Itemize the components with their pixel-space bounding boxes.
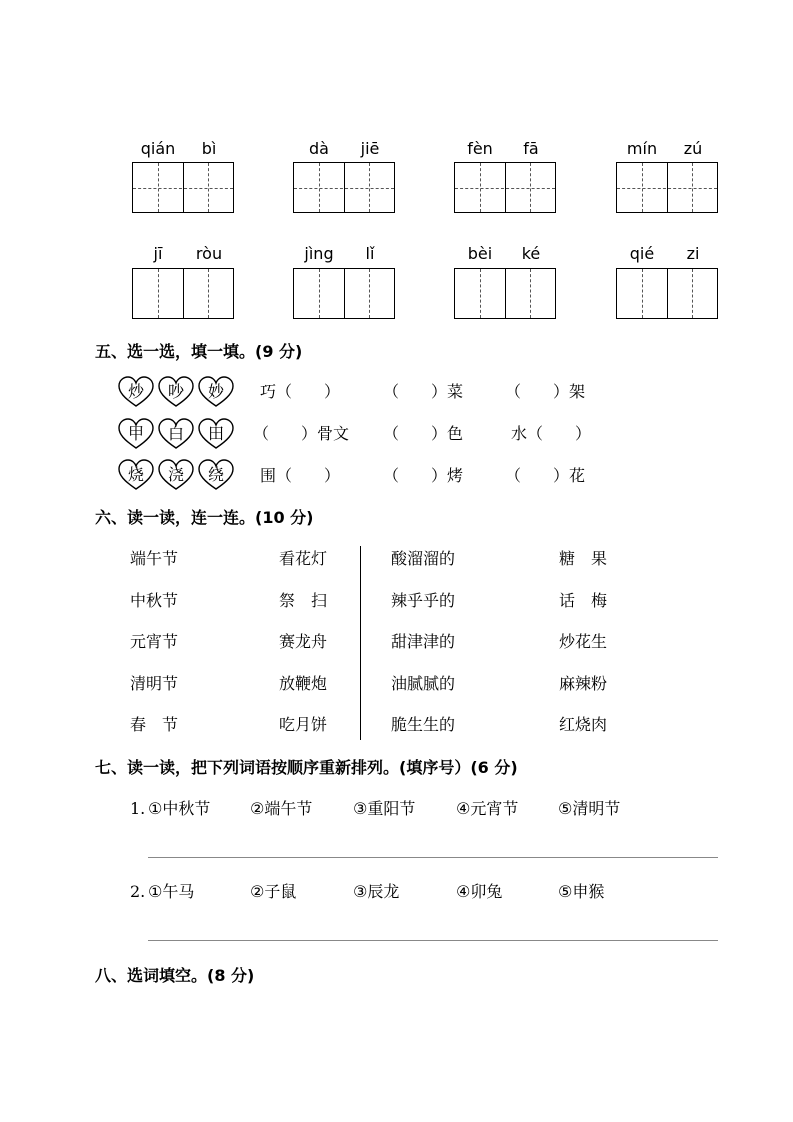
writing-grid-box[interactable] xyxy=(293,268,395,319)
food-item[interactable]: 红烧肉 xyxy=(559,715,608,734)
taste-item[interactable]: 油腻腻的 xyxy=(391,674,456,693)
choice-character: 炒 xyxy=(127,382,144,401)
pinyin: zi xyxy=(686,244,700,263)
heart-outline-icon xyxy=(158,418,194,450)
pinyin: ròu xyxy=(195,244,223,263)
answer-line[interactable] xyxy=(148,940,718,941)
heart-outline-icon xyxy=(158,459,194,491)
sequence-item: ②子鼠 xyxy=(250,882,297,901)
pinyin: bèi xyxy=(467,244,493,263)
writing-grid-box[interactable] xyxy=(132,268,234,319)
custom-item[interactable]: 赛龙舟 xyxy=(279,632,328,651)
pinyin: bì xyxy=(201,139,217,158)
fill-blank-item[interactable]: 围（ ） xyxy=(260,466,341,485)
pinyin: jìng xyxy=(304,244,334,263)
pinyin: dà xyxy=(309,139,329,158)
choice-character: 妙 xyxy=(207,382,224,401)
heart-outline-icon xyxy=(118,418,154,450)
question-number: 2. xyxy=(130,882,146,901)
pinyin: lǐ xyxy=(365,244,375,263)
column-divider xyxy=(360,546,361,740)
writing-grid-box[interactable] xyxy=(616,268,718,319)
sequence-item: ①中秋节 xyxy=(148,799,211,818)
pinyin: fèn xyxy=(467,139,493,158)
festival-item[interactable]: 清明节 xyxy=(130,674,179,693)
taste-item[interactable]: 甜津津的 xyxy=(391,632,456,651)
sequence-item: ①午马 xyxy=(148,882,195,901)
pinyin: fā xyxy=(523,139,539,158)
fill-blank-item[interactable]: 巧（ ） xyxy=(260,382,341,401)
choice-character: 白 xyxy=(167,424,184,443)
pinyin: qié xyxy=(629,244,655,263)
answer-line[interactable] xyxy=(148,857,718,858)
character-choice-group xyxy=(118,459,238,493)
fill-blank-item[interactable]: （ ）架 xyxy=(505,382,586,401)
choice-character: 吵 xyxy=(167,382,184,401)
heart-outline-icon xyxy=(158,376,194,408)
section-6-heading: 六、读一读，连一连。(10 分) xyxy=(95,508,314,527)
pinyin-row-2 xyxy=(0,243,793,265)
choice-character: 绕 xyxy=(207,465,224,484)
heart-outline-icon xyxy=(118,376,154,408)
writing-grid-box[interactable] xyxy=(616,162,718,213)
choice-character: 烧 xyxy=(127,465,144,484)
custom-item[interactable]: 放鞭炮 xyxy=(279,674,328,693)
pinyin: ké xyxy=(521,244,541,263)
fill-blank-item[interactable]: 水（ ） xyxy=(511,424,592,443)
food-item[interactable]: 炒花生 xyxy=(559,632,608,651)
choice-character: 浇 xyxy=(167,465,184,484)
sequence-item: ⑤清明节 xyxy=(558,799,621,818)
pinyin: jī xyxy=(153,244,163,263)
writing-grid-box[interactable] xyxy=(454,162,556,213)
character-choice-group xyxy=(118,418,238,452)
sequence-item: ④元宵节 xyxy=(456,799,519,818)
heart-outline-icon xyxy=(198,459,234,491)
custom-item[interactable]: 吃月饼 xyxy=(279,715,328,734)
sequence-item: ⑤申猴 xyxy=(558,882,605,901)
pinyin: zú xyxy=(683,139,703,158)
festival-item[interactable]: 端午节 xyxy=(130,549,179,568)
pinyin: qián xyxy=(140,139,176,158)
heart-outline-icon xyxy=(118,459,154,491)
food-item[interactable]: 麻辣粉 xyxy=(559,674,608,693)
fill-blank-item[interactable]: （ ）花 xyxy=(505,466,586,485)
custom-item[interactable]: 看花灯 xyxy=(279,549,328,568)
fill-blank-item[interactable]: （ ）烤 xyxy=(383,466,464,485)
taste-item[interactable]: 辣乎乎的 xyxy=(391,591,456,610)
choice-character: 甲 xyxy=(127,424,144,443)
heart-outline-icon xyxy=(198,376,234,408)
fill-blank-item[interactable]: （ ）菜 xyxy=(383,382,464,401)
food-item[interactable]: 话 梅 xyxy=(559,591,608,610)
pinyin-row-1 xyxy=(0,138,793,160)
section-5-heading: 五、选一选，填一填。(9 分) xyxy=(95,342,303,361)
sequence-item: ③重阳节 xyxy=(353,799,416,818)
section-8-heading: 八、选词填空。(8 分) xyxy=(95,966,255,985)
choice-character: 田 xyxy=(207,424,224,443)
writing-grid-box[interactable] xyxy=(454,268,556,319)
fill-blank-item[interactable]: （ ）色 xyxy=(383,424,464,443)
section-7-heading: 七、读一读，把下列词语按顺序重新排列。(填序号）(6 分) xyxy=(95,758,518,777)
festival-item[interactable]: 元宵节 xyxy=(130,632,179,651)
custom-item[interactable]: 祭 扫 xyxy=(279,591,328,610)
taste-item[interactable]: 酸溜溜的 xyxy=(391,549,456,568)
festival-item[interactable]: 中秋节 xyxy=(130,591,179,610)
food-item[interactable]: 糖 果 xyxy=(559,549,608,568)
character-choice-group xyxy=(118,376,238,410)
question-number: 1. xyxy=(130,799,146,818)
fill-blank-item[interactable]: （ ）骨文 xyxy=(253,424,350,443)
sequence-item: ③辰龙 xyxy=(353,882,400,901)
writing-grid-box[interactable] xyxy=(293,162,395,213)
sequence-item: ②端午节 xyxy=(250,799,313,818)
heart-outline-icon xyxy=(198,418,234,450)
festival-item[interactable]: 春 节 xyxy=(130,715,179,734)
writing-grid-box[interactable] xyxy=(132,162,234,213)
taste-item[interactable]: 脆生生的 xyxy=(391,715,456,734)
sequence-item: ④卯兔 xyxy=(456,882,503,901)
pinyin: mín xyxy=(626,139,658,158)
pinyin: jiē xyxy=(360,139,380,158)
